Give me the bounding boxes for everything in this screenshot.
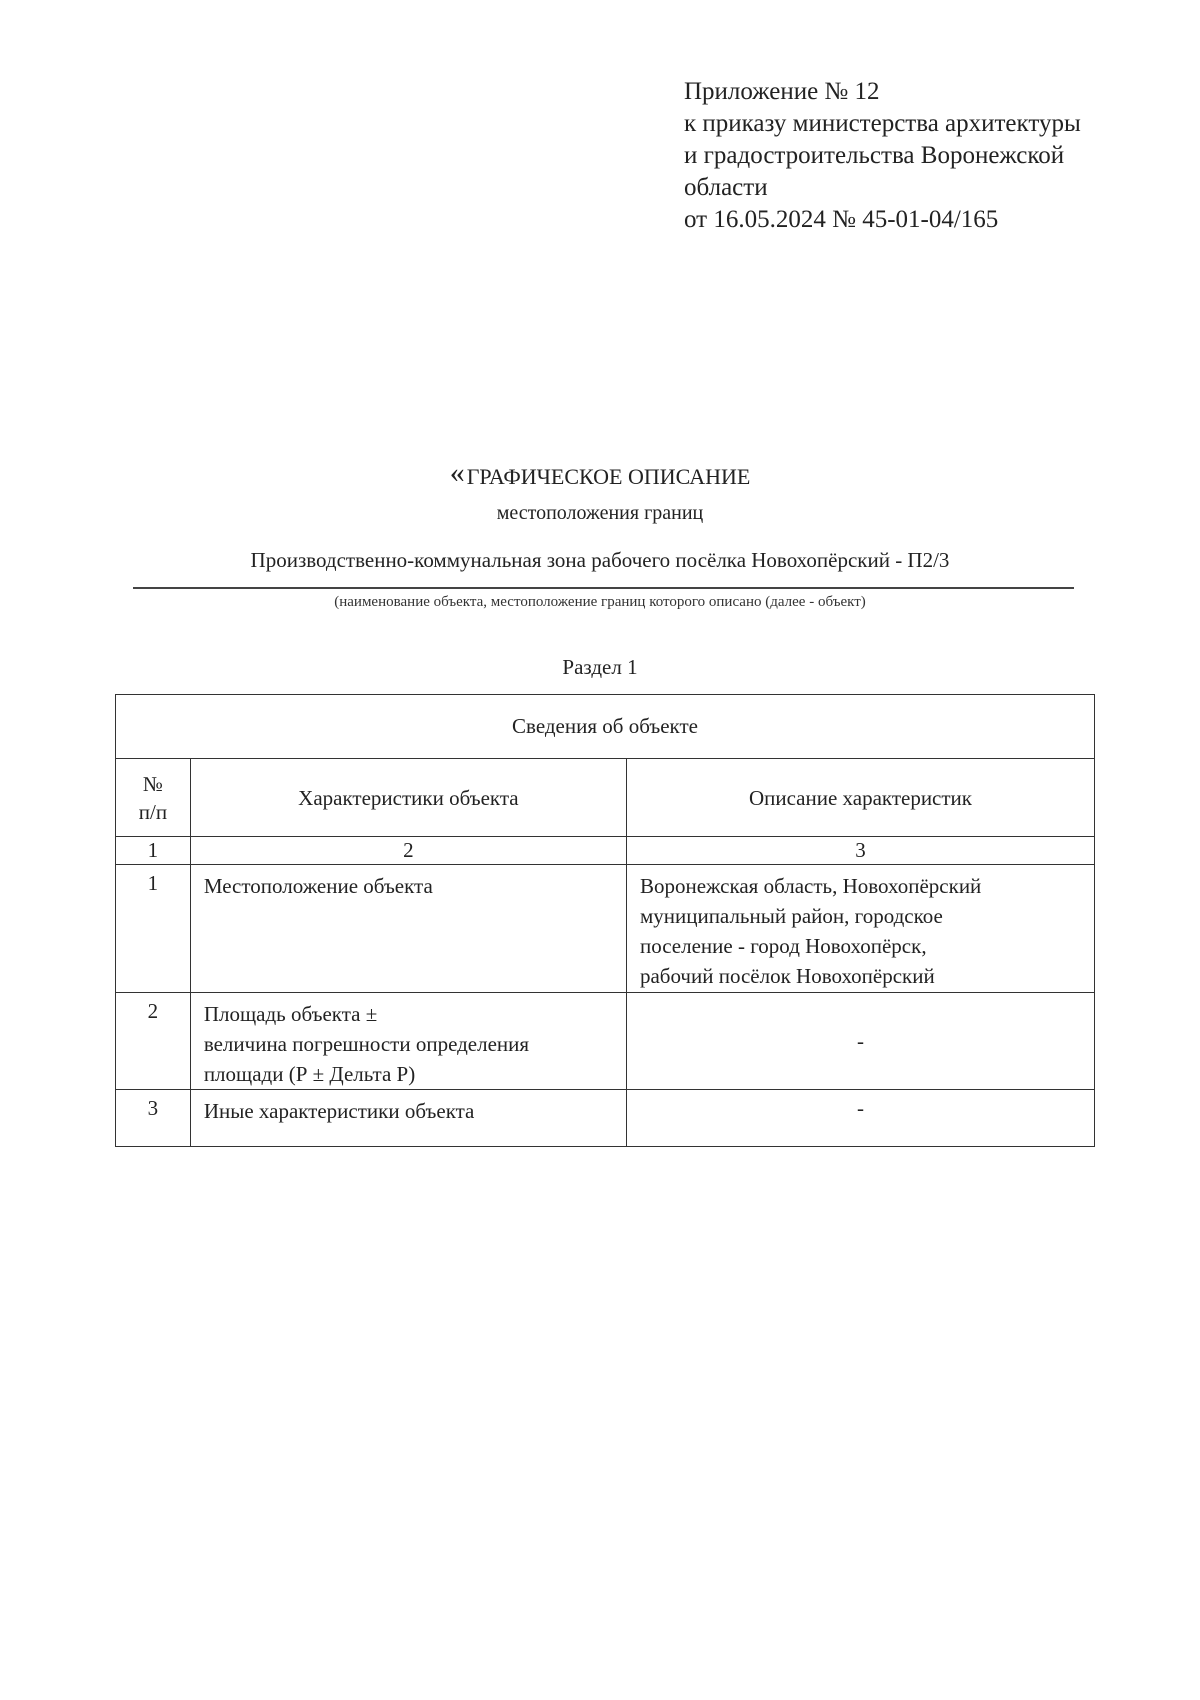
description-line: Воронежская область, Новохопёрский [639, 874, 982, 898]
characteristic-line: Местоположение объекта [203, 874, 433, 898]
table-header-row [116, 759, 1095, 837]
object-info-table [115, 694, 1095, 1147]
section-label: Раздел 1 [562, 655, 638, 679]
object-name: Производственно-коммунальная зона рабочего посёлка Новохопёрский - П2/3 [250, 548, 950, 572]
column-number: 3 [626, 837, 1094, 865]
header-description: Описание характеристик [626, 759, 1094, 837]
header-characteristics: Характеристики объекта [190, 759, 626, 837]
header-number-line1: № [142, 771, 163, 796]
appendix-line: от 16.05.2024 № 45-01-04/165 [684, 206, 999, 233]
appendix-header [684, 76, 1081, 236]
description-line: муниципальный район, городское [639, 904, 943, 928]
characteristic-line: площади (Р ± Дельта Р) [203, 1062, 416, 1086]
row-characteristic [190, 1090, 626, 1147]
table-row [116, 993, 1095, 1090]
quote-mark: « [449, 456, 465, 489]
row-number: 1 [116, 865, 191, 993]
row-number: 2 [116, 993, 191, 1090]
document-title [0, 456, 1200, 490]
row-description [626, 865, 1094, 993]
appendix-line: к приказу министерства архитектуры [684, 110, 1081, 137]
table-row [116, 865, 1095, 993]
column-number: 2 [190, 837, 626, 865]
appendix-line: области [684, 174, 768, 201]
table-caption: Сведения об объекте [116, 695, 1095, 759]
characteristic-line: величина погрешности определения [203, 1032, 530, 1056]
characteristic-line: Площадь объекта ± [203, 1002, 378, 1026]
document-subtitle: местоположения границ [496, 502, 704, 524]
appendix-line: и градостроительства Воронежской [684, 142, 1065, 169]
row-description: - [626, 993, 1094, 1090]
column-number-row [116, 837, 1095, 865]
appendix-line: Приложение № 12 [684, 78, 880, 105]
row-description: - [626, 1090, 1094, 1147]
table-row [116, 1090, 1095, 1147]
characteristic-line: Иные характеристики объекта [203, 1099, 475, 1123]
header-number [116, 759, 191, 837]
description-line: поселение - город Новохопёрск, [639, 934, 927, 958]
column-number: 1 [116, 837, 191, 865]
document-title-text: ГРАФИЧЕСКОЕ ОПИСАНИЕ [466, 464, 751, 489]
row-number: 3 [116, 1090, 191, 1147]
row-characteristic [190, 865, 626, 993]
object-name-note: (наименование объекта, местоположение границ которого описано (далее - объект) [334, 594, 866, 610]
object-name-underline [133, 587, 1074, 589]
description-line: рабочий посёлок Новохопёрский [639, 964, 935, 988]
header-number-line2: п/п [138, 799, 168, 824]
table-caption-row [116, 695, 1095, 759]
row-characteristic [190, 993, 626, 1090]
